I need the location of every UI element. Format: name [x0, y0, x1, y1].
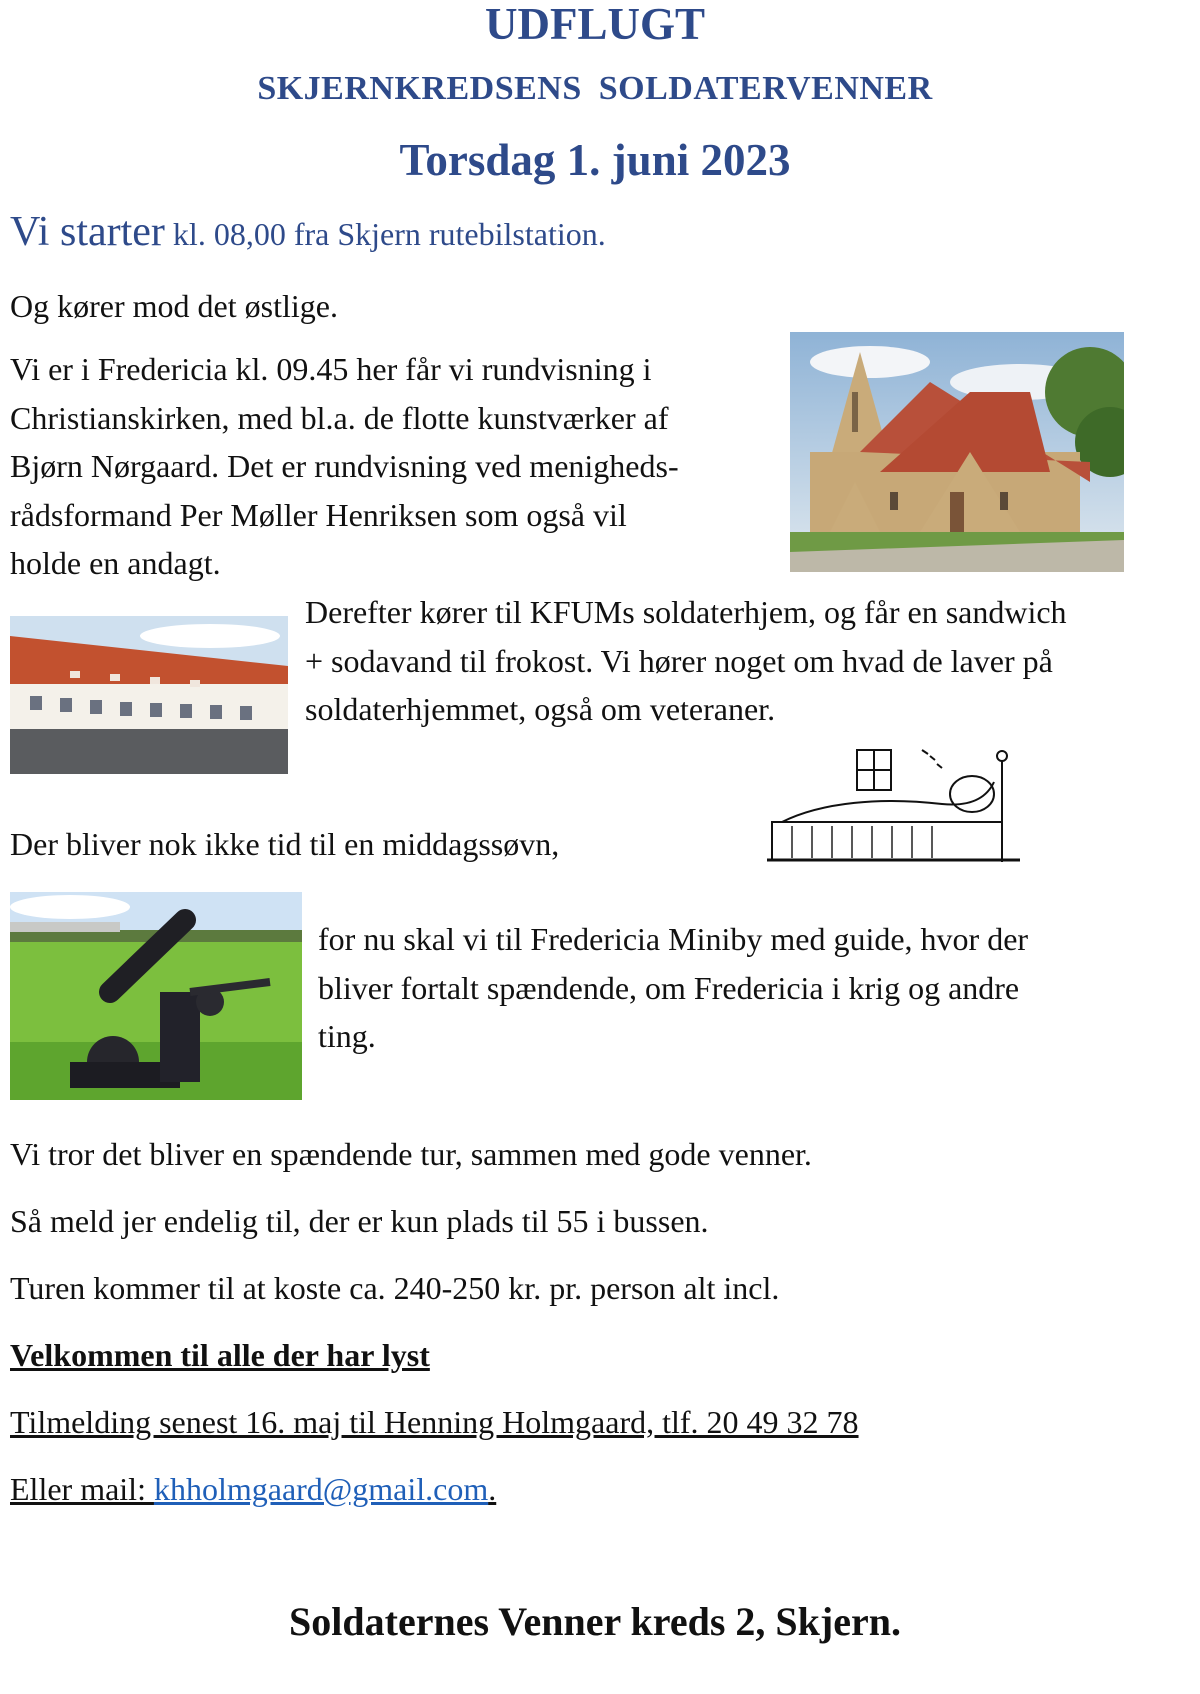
- mail-label: Eller mail:: [10, 1471, 154, 1507]
- kfum-line: + sodavand til frokost. Vi hører noget om hvad de laver på: [305, 642, 1053, 679]
- welcome-heading: Velkommen til alle der har lyst: [10, 1337, 430, 1373]
- nap-paragraph: Der bliver nok ikke tid til en middagssøvn,: [10, 826, 560, 862]
- miniby-line: bliver fortalt spændende, om Fredericia i krig og andre: [318, 969, 1020, 1006]
- start-line: [10, 208, 606, 256]
- miniby-line: for nu skal vi til Fredericia Miniby med guide, hvor der: [318, 921, 1029, 957]
- church-line: Bjørn Nørgaard. Det er rundvisning ved menigheds-: [10, 448, 679, 484]
- event-date: Torsdag 1. juni 2023: [399, 135, 791, 185]
- church-photo: [790, 332, 1124, 572]
- price-paragraph: Turen kommer til at koste ca. 240-250 kr. pr. person alt incl.: [10, 1270, 780, 1306]
- church-line: Christianskirken, med bl.a. de flotte kunstværker af: [10, 399, 669, 436]
- page-subtitle: SKJERNKREDSENS SOLDATERVENNER: [257, 70, 933, 107]
- trip-paragraph: Vi tror det bliver en spændende tur, sammen med gode venner.: [10, 1136, 812, 1172]
- church-paragraph: [10, 345, 679, 588]
- sleeping-man-illustration: [762, 742, 1024, 870]
- page-title: UDFLUGT: [484, 0, 705, 49]
- kfum-line: soldaterhjemmet, også om veteraner.: [305, 691, 776, 727]
- footer-signature: Soldaternes Venner kreds 2, Skjern.: [289, 1599, 901, 1644]
- church-line: Vi er i Fredericia kl. 09.45 her får vi rundvisning i: [10, 351, 652, 387]
- church-line: holde en andagt.: [10, 545, 221, 581]
- east-paragraph: Og kører mod det østlige.: [10, 288, 338, 324]
- miniby-paragraph: [318, 915, 1028, 1061]
- kfum-line: Derefter kører til KFUMs soldaterhjem, og får en sandwich: [305, 594, 1067, 630]
- kfum-paragraph: [305, 588, 1067, 734]
- signup-paragraph: Tilmelding senest 16. maj til Henning Holmgaard, tlf. 20 49 32 78: [10, 1404, 859, 1440]
- mail-line: [10, 1465, 496, 1514]
- email-link[interactable]: khholmgaard@gmail.com: [153, 1471, 489, 1507]
- church-line: rådsformand Per Møller Henriksen som også vil: [10, 496, 627, 533]
- miniby-line: ting.: [318, 1018, 376, 1054]
- seats-paragraph: Så meld jer endelig til, der er kun plads til 55 i bussen.: [10, 1203, 709, 1239]
- start-lead: Vi starter: [10, 209, 165, 255]
- mail-suffix: .: [488, 1471, 497, 1507]
- cannon-photo: [10, 892, 302, 1100]
- soldier-home-photo: [10, 616, 288, 774]
- start-rest: kl. 08,00 fra Skjern rutebilstation.: [164, 216, 606, 252]
